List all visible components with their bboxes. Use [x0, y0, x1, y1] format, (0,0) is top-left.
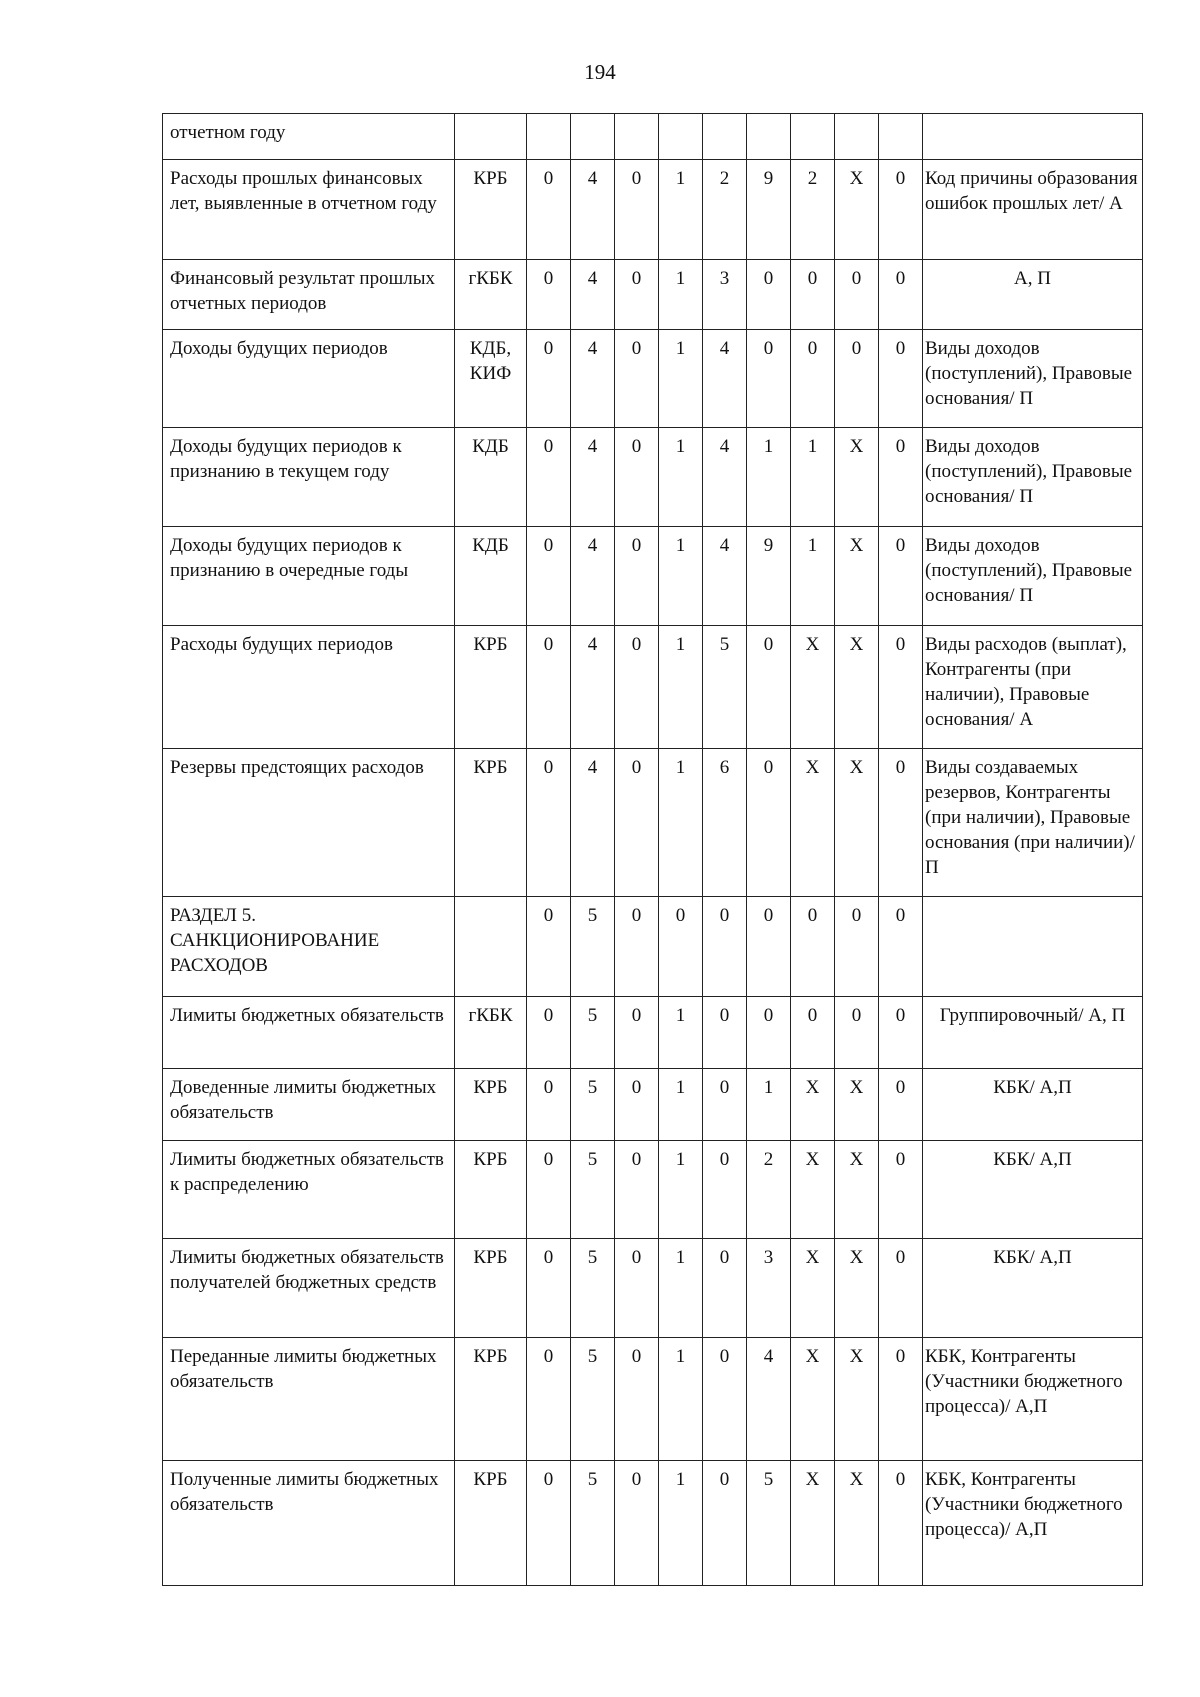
account-digit-cell: 1: [747, 428, 791, 527]
account-digit-cell: X: [791, 1461, 835, 1586]
analytics-note-cell: Виды расходов (выплат), Контрагенты (при наличии), Правовые основания/ А: [923, 626, 1143, 749]
account-digit-cell: [879, 114, 923, 160]
account-digit-cell: X: [835, 160, 879, 260]
account-digit-cell: 6: [703, 749, 747, 897]
table-row: [163, 428, 1143, 527]
account-digit-cell: [835, 114, 879, 160]
account-digit-cell: X: [835, 749, 879, 897]
account-digit-cell: 9: [747, 527, 791, 626]
account-digit-cell: X: [791, 1069, 835, 1141]
analytics-note-cell: Виды доходов (поступлений), Правовые основания/ П: [923, 330, 1143, 428]
account-digit-cell: 5: [571, 1141, 615, 1239]
account-digit-cell: 0: [703, 897, 747, 997]
account-digit-cell: 0: [879, 330, 923, 428]
account-digit-cell: X: [835, 1141, 879, 1239]
classifier-code-cell: КРБ: [455, 1239, 527, 1338]
table-row: [163, 1461, 1143, 1586]
analytics-note-cell: КБК/ А,П: [923, 1069, 1143, 1141]
table-row: [163, 330, 1143, 428]
account-digit-cell: 0: [747, 330, 791, 428]
account-digit-cell: 0: [879, 1141, 923, 1239]
account-name-cell: Лимиты бюджетных обязательств: [163, 997, 455, 1069]
analytics-note-cell: Виды доходов (поступлений), Правовые основания/ П: [923, 428, 1143, 527]
page-number: 194: [584, 60, 616, 84]
account-digit-cell: 0: [527, 330, 571, 428]
account-name-cell: Доведенные лимиты бюджетных обязательств: [163, 1069, 455, 1141]
account-digit-cell: [527, 114, 571, 160]
account-digit-cell: 0: [703, 1069, 747, 1141]
account-digit-cell: 0: [835, 997, 879, 1069]
account-digit-cell: [747, 114, 791, 160]
account-digit-cell: 0: [527, 749, 571, 897]
account-digit-cell: 0: [615, 1141, 659, 1239]
analytics-note-cell: КБК, Контрагенты (Участники бюджетного процесса)/ А,П: [923, 1461, 1143, 1586]
account-digit-cell: 0: [791, 260, 835, 330]
account-digit-cell: 0: [879, 1069, 923, 1141]
account-name-cell: Лимиты бюджетных обязательств к распределению: [163, 1141, 455, 1239]
account-digit-cell: X: [835, 626, 879, 749]
analytics-note-cell: Виды доходов (поступлений), Правовые основания/ П: [923, 527, 1143, 626]
classifier-code-cell: КРБ: [455, 1461, 527, 1586]
account-digit-cell: 0: [835, 330, 879, 428]
account-digit-cell: 0: [527, 160, 571, 260]
account-digit-cell: 4: [571, 749, 615, 897]
account-digit-cell: 0: [879, 749, 923, 897]
account-digit-cell: [659, 114, 703, 160]
account-digit-cell: 0: [615, 626, 659, 749]
account-name-cell: Расходы прошлых финансовых лет, выявленные в отчетном году: [163, 160, 455, 260]
account-codes-table: [162, 113, 1143, 1586]
account-digit-cell: 2: [747, 1141, 791, 1239]
analytics-note-cell: Виды создаваемых резервов, Контрагенты (при наличии), Правовые основания (при наличии)/ П: [923, 749, 1143, 897]
account-digit-cell: [615, 114, 659, 160]
account-digit-cell: X: [835, 1461, 879, 1586]
account-digit-cell: 5: [571, 1338, 615, 1461]
account-digit-cell: X: [835, 527, 879, 626]
account-digit-cell: 5: [571, 897, 615, 997]
account-digit-cell: 0: [703, 1141, 747, 1239]
account-name-cell: Резервы предстоящих расходов: [163, 749, 455, 897]
account-digit-cell: 0: [879, 626, 923, 749]
account-digit-cell: 0: [615, 1461, 659, 1586]
account-name-cell: отчетном году: [163, 114, 455, 160]
account-digit-cell: 0: [615, 897, 659, 997]
account-digit-cell: 0: [527, 1239, 571, 1338]
account-digit-cell: 1: [659, 1461, 703, 1586]
classifier-code-cell: [455, 114, 527, 160]
account-name-cell: Полученные лимиты бюджетных обязательств: [163, 1461, 455, 1586]
account-digit-cell: 0: [879, 527, 923, 626]
account-name-cell: Финансовый результат прошлых отчетных периодов: [163, 260, 455, 330]
table-row: [163, 997, 1143, 1069]
table-row: [163, 160, 1143, 260]
account-digit-cell: X: [791, 626, 835, 749]
table-row: [163, 114, 1143, 160]
account-digit-cell: [703, 114, 747, 160]
account-digit-cell: 0: [879, 1338, 923, 1461]
classifier-code-cell: КДБ: [455, 428, 527, 527]
classifier-code-cell: КДБ, КИФ: [455, 330, 527, 428]
account-digit-cell: 0: [615, 1069, 659, 1141]
account-digit-cell: [791, 114, 835, 160]
analytics-note-cell: Группировочный/ А, П: [923, 997, 1143, 1069]
table-row: [163, 1338, 1143, 1461]
account-digit-cell: 2: [791, 160, 835, 260]
account-digit-cell: 4: [571, 260, 615, 330]
account-digit-cell: 0: [615, 1338, 659, 1461]
account-name-cell: Доходы будущих периодов: [163, 330, 455, 428]
account-digit-cell: 1: [659, 330, 703, 428]
account-digit-cell: 0: [527, 997, 571, 1069]
account-digit-cell: 0: [835, 260, 879, 330]
table-row: [163, 260, 1143, 330]
account-digit-cell: X: [835, 1069, 879, 1141]
account-digit-cell: 0: [615, 527, 659, 626]
account-name-cell: Доходы будущих периодов к признанию в очередные годы: [163, 527, 455, 626]
account-digit-cell: 0: [527, 260, 571, 330]
analytics-note-cell: КБК/ А,П: [923, 1239, 1143, 1338]
analytics-note-cell: КБК, Контрагенты (Участники бюджетного процесса)/ А,П: [923, 1338, 1143, 1461]
analytics-note-cell: КБК/ А,П: [923, 1141, 1143, 1239]
classifier-code-cell: гКБК: [455, 260, 527, 330]
account-digit-cell: 0: [527, 626, 571, 749]
account-digit-cell: X: [791, 1239, 835, 1338]
account-digit-cell: 1: [659, 626, 703, 749]
account-digit-cell: 5: [703, 626, 747, 749]
table-row: [163, 749, 1143, 897]
account-digit-cell: 1: [659, 1239, 703, 1338]
account-digit-cell: 4: [571, 160, 615, 260]
account-digit-cell: 0: [879, 428, 923, 527]
account-digit-cell: 0: [703, 1239, 747, 1338]
account-digit-cell: 0: [791, 330, 835, 428]
account-digit-cell: 0: [527, 1069, 571, 1141]
classifier-code-cell: КРБ: [455, 1141, 527, 1239]
analytics-note-cell: [923, 114, 1143, 160]
account-digit-cell: 2: [703, 160, 747, 260]
account-digit-cell: 4: [703, 527, 747, 626]
account-name-cell: Расходы будущих периодов: [163, 626, 455, 749]
analytics-note-cell: А, П: [923, 260, 1143, 330]
account-digit-cell: 9: [747, 160, 791, 260]
account-digit-cell: 0: [527, 527, 571, 626]
account-digit-cell: 1: [659, 749, 703, 897]
account-digit-cell: X: [791, 1338, 835, 1461]
account-digit-cell: 0: [879, 897, 923, 997]
account-digit-cell: 0: [747, 749, 791, 897]
account-digit-cell: 3: [747, 1239, 791, 1338]
account-digit-cell: 0: [527, 1461, 571, 1586]
account-name-cell: РАЗДЕЛ 5. САНКЦИОНИРОВАНИЕ РАСХОДОВ: [163, 897, 455, 997]
table-row: [163, 1239, 1143, 1338]
account-name-cell: Переданные лимиты бюджетных обязательств: [163, 1338, 455, 1461]
account-digit-cell: 0: [703, 1461, 747, 1586]
account-digit-cell: 1: [791, 428, 835, 527]
account-digit-cell: 0: [615, 260, 659, 330]
account-name-cell: Лимиты бюджетных обязательств получателей бюджетных средств: [163, 1239, 455, 1338]
account-name-cell: Доходы будущих периодов к признанию в текущем году: [163, 428, 455, 527]
account-digit-cell: 1: [659, 160, 703, 260]
account-digit-cell: 0: [615, 1239, 659, 1338]
account-digit-cell: 0: [879, 997, 923, 1069]
classifier-code-cell: КРБ: [455, 160, 527, 260]
account-digit-cell: 0: [615, 330, 659, 428]
account-digit-cell: 5: [747, 1461, 791, 1586]
classifier-code-cell: КДБ: [455, 527, 527, 626]
account-digit-cell: 1: [659, 527, 703, 626]
account-digit-cell: 0: [879, 160, 923, 260]
analytics-note-cell: [923, 897, 1143, 997]
table-body: [163, 114, 1143, 1586]
account-digit-cell: X: [835, 1239, 879, 1338]
classifier-code-cell: КРБ: [455, 1069, 527, 1141]
account-digit-cell: 0: [747, 997, 791, 1069]
account-digit-cell: 1: [659, 1141, 703, 1239]
table-row: [163, 1141, 1143, 1239]
account-digit-cell: 1: [659, 428, 703, 527]
account-digit-cell: [571, 114, 615, 160]
account-digit-cell: X: [835, 428, 879, 527]
classifier-code-cell: КРБ: [455, 626, 527, 749]
account-digit-cell: 4: [571, 527, 615, 626]
account-digit-cell: 0: [615, 428, 659, 527]
account-digit-cell: 0: [703, 1338, 747, 1461]
account-digit-cell: 4: [703, 330, 747, 428]
account-digit-cell: 1: [747, 1069, 791, 1141]
account-digit-cell: 0: [527, 1338, 571, 1461]
account-digit-cell: 0: [879, 1461, 923, 1586]
account-digit-cell: 4: [571, 428, 615, 527]
account-digit-cell: 1: [659, 260, 703, 330]
account-digit-cell: 0: [527, 428, 571, 527]
account-digit-cell: 0: [791, 897, 835, 997]
account-digit-cell: 0: [703, 997, 747, 1069]
account-digit-cell: 5: [571, 1239, 615, 1338]
account-digit-cell: 1: [659, 1069, 703, 1141]
account-digit-cell: 1: [659, 997, 703, 1069]
table-row: [163, 626, 1143, 749]
account-digit-cell: 4: [571, 330, 615, 428]
account-digit-cell: 4: [703, 428, 747, 527]
account-digit-cell: 0: [879, 260, 923, 330]
account-digit-cell: X: [835, 1338, 879, 1461]
classifier-code-cell: КРБ: [455, 1338, 527, 1461]
account-digit-cell: 5: [571, 1069, 615, 1141]
account-digit-cell: 5: [571, 1461, 615, 1586]
account-digit-cell: 5: [571, 997, 615, 1069]
account-digit-cell: 0: [791, 997, 835, 1069]
account-digit-cell: 0: [615, 997, 659, 1069]
account-digit-cell: 4: [747, 1338, 791, 1461]
classifier-code-cell: гКБК: [455, 997, 527, 1069]
account-digit-cell: 0: [747, 260, 791, 330]
account-digit-cell: 0: [659, 897, 703, 997]
classifier-code-cell: [455, 897, 527, 997]
account-digit-cell: X: [791, 1141, 835, 1239]
account-digit-cell: 0: [747, 626, 791, 749]
account-digit-cell: 3: [703, 260, 747, 330]
analytics-note-cell: Код причины образования ошибок прошлых лет/ А: [923, 160, 1143, 260]
account-digit-cell: 4: [571, 626, 615, 749]
account-digit-cell: X: [791, 749, 835, 897]
account-digit-cell: 0: [615, 160, 659, 260]
account-digit-cell: 1: [791, 527, 835, 626]
account-digit-cell: 1: [659, 1338, 703, 1461]
account-digit-cell: 0: [879, 1239, 923, 1338]
table-row: [163, 1069, 1143, 1141]
account-digit-cell: 0: [527, 897, 571, 997]
account-digit-cell: 0: [615, 749, 659, 897]
table-row: [163, 897, 1143, 997]
account-digit-cell: 0: [747, 897, 791, 997]
account-digit-cell: 0: [527, 1141, 571, 1239]
table-row: [163, 527, 1143, 626]
classifier-code-cell: КРБ: [455, 749, 527, 897]
account-digit-cell: 0: [835, 897, 879, 997]
